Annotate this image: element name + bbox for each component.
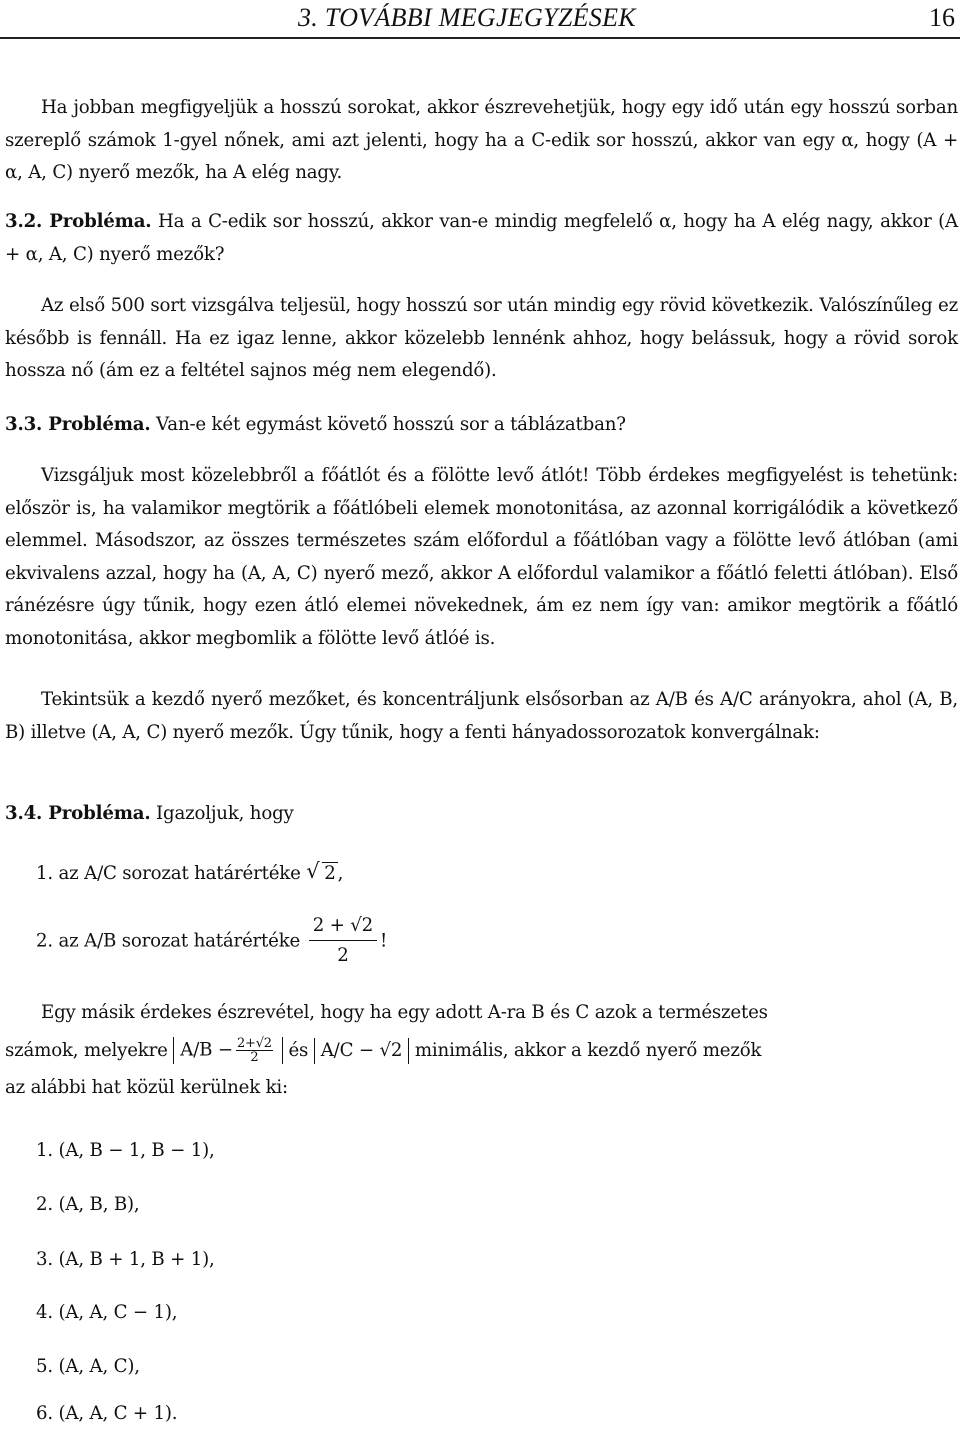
claim-2-suffix: !: [380, 930, 388, 952]
candidate-1: 1. (A, B − 1, B − 1),: [36, 1140, 215, 1161]
paragraph-first-500-rows: Az első 500 sort vizsgálva teljesül, hogy hosszú sor után mindig egy rövid következik. Valószínűleg ez később is fennáll. Ha ez igaz lenne, akkor közelebb lennénk ahhoz, hogy belássuk, hogy a rövid sorok hossza nő (ám ez a feltétel sajnos még nem elegendő).: [5, 295, 958, 381]
claim-1-text: 1. az A/C sorozat határértéke: [36, 863, 307, 884]
header-rule: [0, 37, 960, 39]
section-title: 3. TOVÁBBI MEGJEGYZÉSEK: [298, 3, 636, 32]
fraction: [309, 912, 377, 971]
problem-text: Van-e két egymást követő hosszú sor a táblázatban?: [156, 414, 626, 435]
line-2: [5, 1030, 958, 1072]
absolute-value-2: A/C − √2: [314, 1038, 410, 1064]
line-3: az alábbi hat közül kerülnek ki:: [5, 1076, 288, 1098]
problem-3-3: [5, 409, 958, 442]
claim-2-text: 2. az A/B sorozat határértéke: [36, 930, 306, 952]
abs-expression: A/B −: [180, 1039, 233, 1061]
radicand: 2: [324, 863, 336, 884]
sqrt-expression: √ 2: [306, 859, 336, 884]
candidate-5: 5. (A, A, C),: [36, 1356, 140, 1377]
claim-2: [36, 912, 936, 971]
problem-text: Ha a C-edik sor hosszú, akkor van-e mindig megfelelő α, hogy ha A elég nagy, akkor (A + α, A, C) nyerő mezők?: [5, 211, 958, 265]
line-1: Egy másik érdekes észrevétel, hogy ha egy adott A-ra B és C azok a természetes: [41, 1002, 768, 1023]
paragraph-ratios: Tekintsük a kezdő nyerő mezőket, és koncentráljunk elsősorban az A/B és A/C arányokra, ahol (A, B, B) illetve (A, A, C) nyerő mezők. Úgy tűnik, hogy a fenti hányadossorozatok konvergálnak:: [5, 689, 958, 743]
candidate-2: 2. (A, B, B),: [36, 1194, 140, 1215]
candidate-6: 6. (A, A, C + 1).: [36, 1403, 178, 1424]
candidate-3: 3. (A, B + 1, B + 1),: [36, 1249, 215, 1270]
problem-3-2: [5, 206, 958, 271]
fraction-numerator: 2 + √2: [309, 912, 377, 941]
problem-label: 3.2. Probléma.: [5, 211, 152, 232]
claim-1: [36, 858, 936, 890]
problem-label: 3.3. Probléma.: [5, 414, 151, 435]
small-fraction: [236, 1037, 273, 1064]
candidate-4: 4. (A, A, C − 1),: [36, 1302, 178, 1323]
problem-label: 3.4. Probléma.: [5, 803, 151, 824]
text: számok, melyekre: [5, 1039, 168, 1061]
problem-text: Igazoljuk, hogy: [156, 803, 294, 824]
fraction-denominator: 2: [337, 945, 349, 966]
text: és: [288, 1039, 309, 1061]
small-fraction-denominator: 2: [250, 1050, 259, 1065]
paragraph-main-diagonal: Vizsgáljuk most közelebbről a főátlót és a fölötte levő átlót! Több érdekes megfigyelést is tehetünk: először is, ha valamikor megtörik a főátlóbeli elemek monotonitása, az azonnal korrigálódik a következő elemmel. Másodszor, az összes természetes szám előfordul a főátlóban vagy a fölötte levő átlóban (ami ekvivalens azzal, hogy ha (A, A, C) nyerő mező, akkor A előfordul valamikor a főátló feletti átlóban). Első ránézésre úgy tűnik, hogy ezen átló elemei növekednek, ám ez nem így van: amikor megtörik a főátló monotonitása, akkor megbomlik a fölötte levő átlóé is.: [5, 465, 958, 649]
paragraph-minimal-pair: [5, 997, 958, 1104]
page-number: 16: [929, 3, 955, 32]
paragraph-long-rows: Ha jobban megfigyeljük a hosszú sorokat, akkor észrevehetjük, hogy egy idő után egy hosszú sorban szereplő számok 1-gyel nőnek, ami azt jelenti, hogy ha a C-edik sor hosszú, akkor van egy α, hogy (A + α, A, C) nyerő mezők, ha A elég nagy.: [5, 97, 958, 183]
small-fraction-numerator: 2+√2: [236, 1036, 272, 1051]
text: minimális, akkor a kezdő nyerő mezők: [414, 1039, 762, 1061]
problem-3-4: [5, 798, 958, 831]
running-header: [0, 0, 960, 34]
absolute-value-1: [173, 1037, 283, 1064]
claim-1-suffix: ,: [337, 863, 344, 884]
